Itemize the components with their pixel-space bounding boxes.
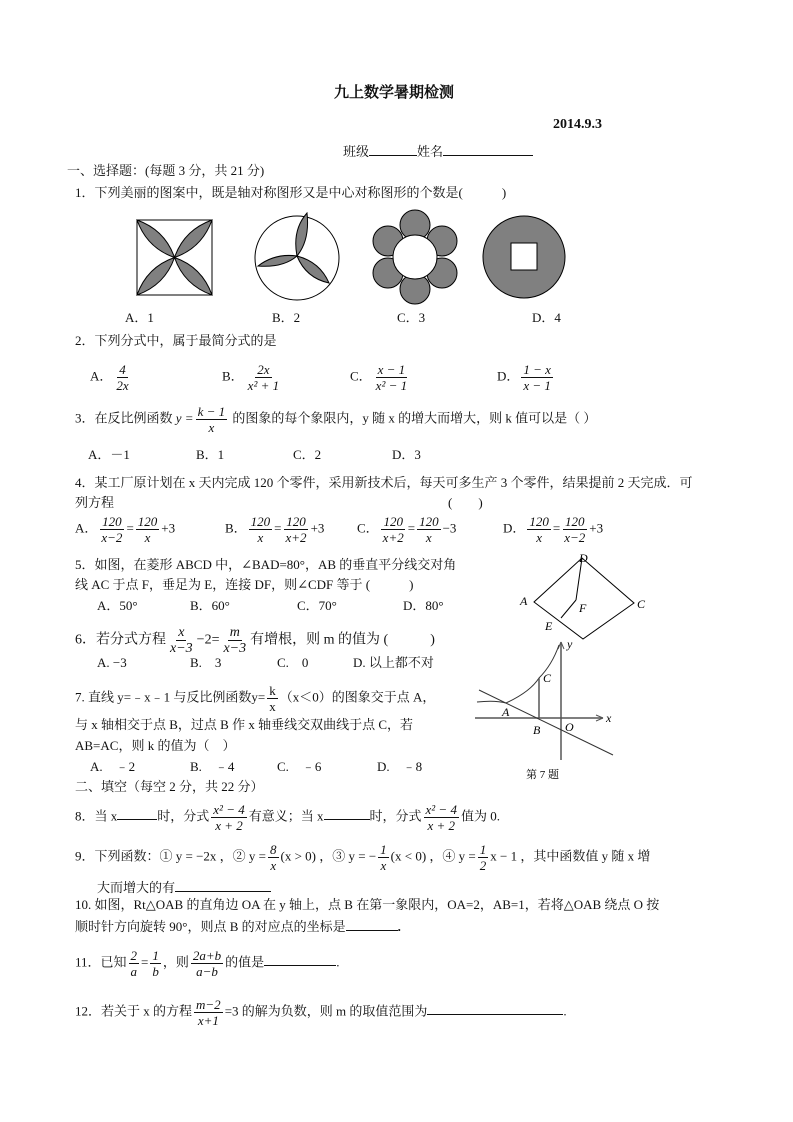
label-x: x [606,711,612,725]
name-label: 姓名 [417,144,444,159]
q8-blank-1[interactable] [117,806,157,820]
q2-option-d[interactable]: D． $\frac{1 - x}{x - 1}$ [497,362,551,393]
q4-option-d[interactable]: D． $\frac{120}{x}$ = $\frac{120}{x-2}$ +3 [503,514,604,545]
q6-option-c[interactable]: C. 0 [277,655,309,670]
q3-option-b[interactable]: B．1 [196,447,225,462]
q5-option-b[interactable]: B．60° [190,598,230,613]
q4-option-c[interactable]: C． $\frac{120}{x+2}$ = $\frac{120}{x}$ −3 [357,514,457,545]
q9-blank[interactable] [175,878,271,892]
q1-text: 1．下列美丽的图案中，既是轴对称图形又是中心对称图形的个数是( ) [75,185,507,200]
q4-option-a[interactable]: A． $\frac{120}{x-2}$ = $\frac{120}{x}$ +3 [75,514,176,545]
q7-option-a[interactable]: A. ﹣2 [90,759,136,774]
page-title: 九上数学暑期检测 [334,85,455,101]
q9-text: 9．下列函数：① y = −2x ，② y = $\frac{8}{x}$ (x > 0) ，③ y = − $\frac{1}{x}$ (x < 0) ，④ y = $\frac{1}{2}$ x − 1 ，其中函数值 y 随 x 增 [75,842,651,873]
q7-option-c[interactable]: C. ﹣6 [277,759,322,774]
q2-option-b[interactable]: B． $\frac{2x}{\text{x² + 1}}$ [222,362,280,393]
q4-line-2: 列方程 [75,495,115,510]
q3-text: 3．在反比例函数 y = $\frac{k - 1}{x}$ 的图象的每个象限内，y 随 x 的增大而增大，则 k 值可以是（ ） [75,404,597,435]
q3-option-d[interactable]: D．3 [392,447,421,462]
q7-line-1: 7. 直线 y=﹣x﹣1 与反比例函数y= $\frac{k}{x}$ （x＜0）的图象交于点 A， [75,683,436,714]
label-a: A [520,594,528,608]
label-d: D [579,551,588,565]
q7-line-2: 与 x 轴相交于点 B，过点 B 作 x 轴垂线交双曲线于点 C，若 [75,717,414,732]
q2-option-a[interactable]: A． $\frac{4}{2x}$ [90,362,129,393]
label-o: O [565,720,574,734]
q1-option-b[interactable]: B．2 [272,310,301,325]
q10-blank[interactable] [346,917,398,931]
q5-option-a[interactable]: A．50° [97,598,138,613]
q7-option-d[interactable]: D. ﹣8 [377,759,423,774]
q6-option-b[interactable]: B. 3 [190,655,222,670]
q12-blank[interactable] [427,1001,563,1015]
label-c: C [637,597,646,611]
date: 2014.9.3 [553,117,602,132]
q4-option-b[interactable]: B． $\frac{120}{x}$ = $\frac{120}{x+2}$ +3 [225,514,325,545]
q11-blank[interactable] [264,952,336,966]
q6-text: 6．若分式方程 $\frac{x}{x-3}$ −2= $\frac{m}{x-3}$ 有增根，则 m 的值为 ( ) [75,625,435,656]
q12-text: 12．若关于 x 的方程 $\frac{m-2}{x+1}$ =3 的解为负数，则 m 的取值范围为 . [75,997,567,1028]
q6-option-a[interactable]: A. −3 [97,655,127,670]
figure-caption: 第 7 题 [526,769,559,781]
q7-option-b[interactable]: B. ﹣4 [190,759,235,774]
q8-blank-2[interactable] [324,806,370,820]
section-1-heading: 一、选择题：(每题 3 分，共 21 分) [67,163,265,178]
section-2-heading: 二、填空（每空 2 分，共 22 分） [75,779,264,794]
label-b: B [533,723,541,737]
q10-line-2: 顺时针方向旋转 90°，则点 B 的对应点的坐标是 . [75,919,401,934]
q4-answer-paren[interactable]: ( ) [448,495,483,510]
q9-line-2: 大而增大的有 [97,878,271,896]
q5-line-1: 5．如图，在菱形 ABCD 中，∠BAD=80°，AB 的垂直平分线交对角 [75,557,457,572]
q1-option-a[interactable]: A．1 [125,310,154,325]
q8-text: 8．当 x 时，分式 $\frac{\text{x² − 4}}{x + 2}$ 有意义；当 x 时，分式 $\frac{\text{x² − 4}}{x + 2}$ 值为 0. [75,802,500,833]
label-f: F [579,601,587,615]
class-label: 班级 [343,144,370,159]
q6-option-d[interactable]: D. 以上都不对 [353,655,434,670]
q1-option-c[interactable]: C．3 [397,310,426,325]
label-a: A [502,705,510,719]
q4-line-1: 4．某工厂原计划在 x 天内完成 120 个零件，采用新技术后，每天可多生产 3 个零件，结果提前 2 天完成．可 [75,475,693,490]
q7-line-3: AB=AC，则 k 的值为（ ） [75,738,236,753]
q11-text: 11．已知 $\frac{2}{a}$ = $\frac{1}{b}$ ，则 $\frac{2a+b}{a-b}$ 的值是 . [75,948,340,979]
q3-option-c[interactable]: C．2 [293,447,322,462]
q1-option-d[interactable]: D．4 [532,310,561,325]
q2-option-c[interactable]: C． $\frac{x - 1}{\text{x² − 1}}$ [350,362,408,393]
q3-option-a[interactable]: A．－1 [88,447,130,462]
q2-text: 2．下列分式中，属于最简分式的是 [75,333,277,348]
q5-option-d[interactable]: D．80° [403,598,444,613]
label-c: C [543,671,552,685]
label-y: y [567,637,573,651]
q10-line-1: 10. 如图，Rt△OAB 的直角边 OA 在 y 轴上，点 B 在第一象限内，OA=2，AB=1，若将△OAB 绕点 O 按 [75,897,660,912]
label-e: E [545,619,553,633]
q5-line-2: 线 AC 于点 F，垂足为 E，连接 DF，则∠CDF 等于 ( ) [75,577,414,592]
q5-option-c[interactable]: C．70° [297,598,337,613]
